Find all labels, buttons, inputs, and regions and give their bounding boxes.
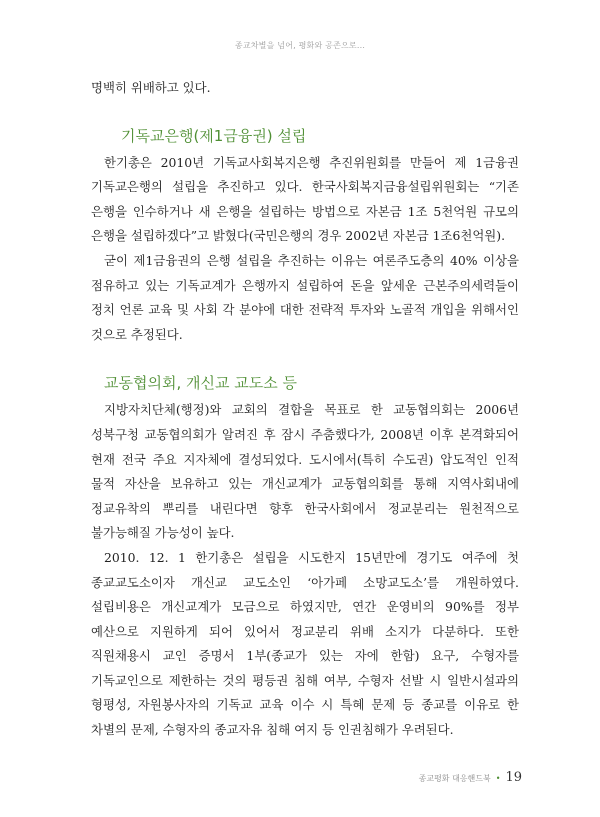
running-header: 종교차별을 넘어, 평화와 공존으로...: [234, 41, 366, 50]
paragraph-bank-2: 굳이 제1금융권의 은행 설립을 추진하는 이유는 여론주도층의 40% 이상을 점유하고 있는 기독교계가 은행까지 설립하여 돈을 앞세운 근본주의세력들이 정치 언론 교육 및 사회 각 분야에 대한 전략적 투자와 노골적 개입을 위해서인 것으로 추정된다.: [91, 252, 519, 342]
section-heading-bank: 기독교은행(제1금융권) 설립: [121, 126, 307, 145]
intro-paragraph: 명백히 위배하고 있다.: [91, 80, 211, 95]
paragraph-council-1: 지방자치단체(행정)와 교회의 결합을 목표로 한 교동협의회는 2006년 성북구청 교동협의회가 알려진 후 잠시 주춤했다가, 2008년 이후 본격화되어 현재 전국 주요 지자체에 결성되었다. 도시에서(특히 수도권) 압도적인 인적 물적 자산을 보유하고 있는 개신교계가 교동협의회를 통해 지역사회내에 정교유착의 뿌리를 내린다면 향후 한국사회에서 정교분리는 원천적으로 불가능해질 가능성이 높다.: [91, 402, 519, 541]
section-heading-council-prison: 교동협의회, 개신교 교도소 등: [104, 374, 297, 393]
footer-separator-dot: •: [495, 774, 501, 783]
footer-publication-title: 종교평화 대응핸드북: [418, 774, 491, 783]
page-footer: [419, 770, 522, 785]
page-number: 19: [505, 770, 522, 785]
page-content: [91, 76, 519, 743]
paragraph-bank-1: 한기총은 2010년 기독교사회복지은행 추진위원회를 만들어 제 1금융권 기독교은행의 설립을 추진하고 있다. 한국사회복지금융설립위원회는 “기존 은행을 인수하거나 새 은행을 설립하는 방법으로 자본금 1조 5천억원 규모의 은행을 설립하겠다”고 밝혔다(국민은행의 경우 2002년 자본금 1조6천억원).: [91, 154, 519, 244]
paragraph-council-2: 2010. 12. 1 한기총은 설립을 시도한지 15년만에 경기도 여주에 첫 종교교도소이자 개신교 교도소인 ‘아가페 소망교도소’를 개원하였다. 설립비용은 개신교계가 모금으로 하였지만, 연간 운영비의 90%를 정부 예산으로 지원하게 되어 있어서 정교분리 위배 소지가 다분하다. 또한 직원채용시 교인 증명서 1부(종교가 있는 자에 한함) 요구, 수형자를 기독교인으로 제한하는 것의 평등권 침해 여부, 수형자 선발 시 일반시설과의 형평성, 자원봉사자의 기독교 교육 이수 시 특혜 문제 등 종교를 이유로 한 차별의 문제, 수형자의 종교자유 침해 여지 등 인권침해가 우려된다.: [91, 549, 519, 738]
